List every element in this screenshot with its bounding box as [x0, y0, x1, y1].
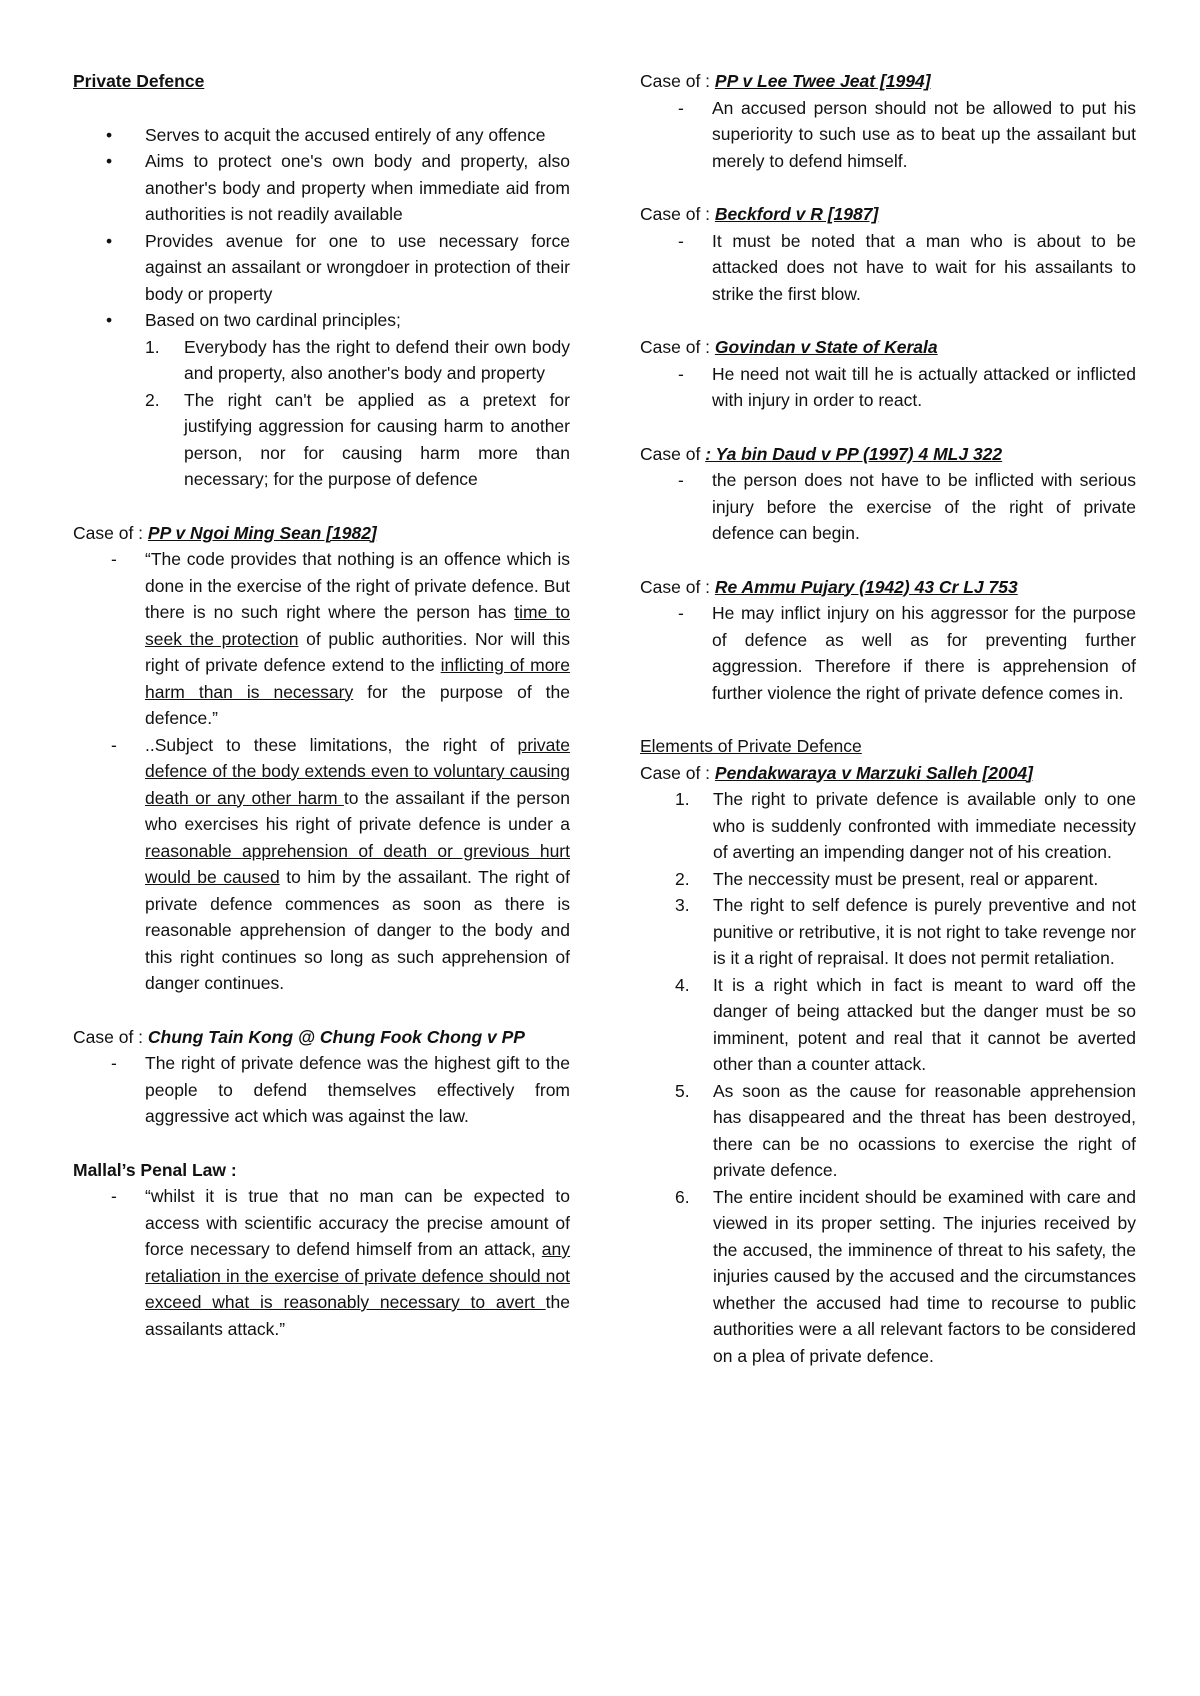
- case-point: - The right of private defence was the highest gift to the people to defend themselves effectively from aggressive act which was against the law.: [73, 1050, 570, 1130]
- item-number: 1.: [145, 336, 160, 357]
- text-run: of public authorities. Nor will this right of private defence extend to the: [145, 628, 571, 675]
- numbered-item: [640, 1184, 1136, 1370]
- case-heading: [73, 520, 570, 547]
- item-number: 3.: [675, 895, 690, 915]
- case-prefix: Case of :: [640, 762, 715, 783]
- mallal-points: [73, 1183, 570, 1342]
- case-points: [640, 361, 1136, 414]
- case-heading: [640, 334, 1136, 361]
- item-number: 6.: [675, 1186, 690, 1207]
- case-points: [73, 1050, 570, 1130]
- principles-bullet-list: [73, 122, 570, 493]
- case-prefix: Case of :: [73, 1026, 148, 1047]
- case-points: [640, 600, 1136, 706]
- case-heading: [640, 760, 1136, 787]
- numbered-item: [640, 786, 1136, 866]
- section-title: Private Defence: [73, 71, 205, 91]
- bullet-item: [73, 307, 570, 493]
- case-heading: [640, 68, 1136, 95]
- case-name: Govindan v State of Kerala: [714, 337, 938, 357]
- item-text: It is a right which in fact is meant to ward off the danger of being attacked but the danger must be so imminent, potent and real that it cannot be averted other than a counter attack.: [713, 974, 1136, 1074]
- item-number: 5.: [675, 1080, 690, 1101]
- text-run: to the assailant if the person who exercises his right of private defence is under a: [145, 787, 570, 834]
- text-run: ..Subject to these limitations, the right of: [145, 734, 518, 755]
- mallal-heading: Mallal’s Penal Law :: [73, 1159, 237, 1180]
- case-points: [640, 228, 1136, 308]
- item-text: The right can't be applied as a pretext for justifying aggression for causing harm to another person, nor for causing harm more than necessary; for the purpose of defence: [184, 389, 570, 489]
- item-text: The entire incident should be examined with care and viewed in its proper setting. The injuries received by the accused, the imminence of threat to his safety, the injuries caused by the accused and the circumstances whether the accused had time to recourse to public authorities were a all relevant factors to be considered on a plea of private defence.: [713, 1186, 1136, 1366]
- right-column: [640, 68, 1136, 1369]
- case-point: - He may inflict injury on his aggressor for the purpose of defence as well as for preventing further aggression. Therefore if there is apprehension of further violence the right of private defence comes in.: [640, 600, 1136, 706]
- case-point: [73, 732, 570, 997]
- underlined-text: private defence of the body extends even to voluntary causing death or any other harm: [145, 734, 570, 808]
- case-prefix: Case of :: [640, 337, 715, 357]
- case-name: Pendakwaraya v Marzuki Salleh [2004]: [714, 762, 1033, 783]
- case-prefix: Case of :: [73, 522, 148, 543]
- bullet-item: • Serves to acquit the accused entirely of any offence: [73, 122, 570, 149]
- quote-point: [73, 1183, 570, 1342]
- item-number: 2.: [675, 868, 690, 889]
- case-point: - the person does not have to be inflicted with serious injury before the exercise of the right of private defence can begin.: [640, 467, 1136, 547]
- elements-title: Elements of Private Defence: [640, 736, 862, 756]
- text-run: the assailants attack.”: [145, 1292, 570, 1339]
- underlined-text: inflicting of more harm than is necessary: [145, 655, 570, 702]
- underlined-text: time to seek the protection: [145, 602, 570, 649]
- underlined-text: reasonable apprehension of death or grevious hurt would be caused: [145, 840, 570, 887]
- case-name: PP v Lee Twee Jeat [1994]: [714, 71, 931, 91]
- text-run: to him by the assailant. The right of private defence commences as soon as there is reasonable apprehension of danger to the body and this right continues so long as such apprehension of danger continues.: [145, 867, 570, 993]
- case-name: : Ya bin Daud v PP (1997) 4 MLJ 322: [705, 443, 1003, 464]
- item-text: The right to self defence is purely preventive and not punitive or retributive, it is not right to take revenge nor is it a right of repraisal. It does not permit retaliation.: [713, 895, 1136, 968]
- item-text: Everybody has the right to defend their own body and property, also another's body and property: [184, 336, 570, 383]
- elements-list: [640, 786, 1136, 1369]
- item-text: The neccessity must be present, real or apparent.: [713, 868, 1099, 889]
- bullet-text: Based on two cardinal principles;: [145, 310, 401, 330]
- case-prefix: Case of :: [640, 204, 715, 224]
- case-prefix: Case of: [640, 443, 706, 464]
- numbered-item: [640, 866, 1136, 893]
- text-run: for the purpose of the defence.”: [145, 681, 570, 728]
- item-number: 2.: [145, 389, 160, 410]
- case-points: [640, 467, 1136, 547]
- case-point: - He need not wait till he is actually attacked or inflicted with injury in order to react.: [640, 361, 1136, 414]
- item-text: As soon as the cause for reasonable apprehension has disappeared and the threat has been destroyed, there can be no ocassions to exercise the right of private defence.: [713, 1080, 1136, 1180]
- bullet-item: • Aims to protect one's own body and property, also another's body and property when immediate aid from authorities is not readily available: [73, 148, 570, 228]
- text-run: “The code provides that nothing is an offence which is done in the exercise of the right of private defence. But there is no such right where the person has: [145, 549, 570, 622]
- numbered-item: [640, 892, 1136, 972]
- item-number: 1.: [675, 789, 690, 809]
- case-prefix: Case of :: [640, 71, 715, 91]
- text-run: “whilst it is true that no man can be expected to access with scientific accuracy the precise amount of force necessary to defend himself from an attack,: [145, 1186, 570, 1259]
- numbered-item: [640, 972, 1136, 1078]
- numbered-item: [145, 387, 570, 493]
- left-column: [73, 68, 570, 1342]
- case-points: [73, 546, 570, 997]
- case-point: - It must be noted that a man who is about to be attacked does not have to wait for his assailants to strike the first blow.: [640, 228, 1136, 308]
- case-name: Re Ammu Pujary (1942) 43 Cr LJ 753: [714, 576, 1018, 597]
- case-points: [640, 95, 1136, 175]
- cardinal-principles-list: [145, 334, 570, 493]
- case-heading: [73, 1024, 570, 1051]
- case-name: PP v Ngoi Ming Sean [1982]: [147, 522, 377, 543]
- underlined-text: any retaliation in the exercise of private defence should not exceed what is reasonably necessary to avert: [145, 1239, 570, 1312]
- case-point: [73, 546, 570, 732]
- case-prefix: Case of :: [640, 576, 715, 597]
- case-point: - An accused person should not be allowed to put his superiority to such use as to beat up the assailant but merely to defend himself.: [640, 95, 1136, 175]
- item-number: 4.: [675, 974, 690, 995]
- case-name: Beckford v R [1987]: [714, 204, 879, 224]
- case-heading: [640, 441, 1136, 468]
- numbered-item: [145, 334, 570, 387]
- bullet-item: • Provides avenue for one to use necessary force against an assailant or wrongdoer in protection of their body or property: [73, 228, 570, 308]
- numbered-item: [640, 1078, 1136, 1184]
- item-text: The right to private defence is available only to one who is suddenly confronted with immediate necessity of averting an impending danger not of his creation.: [713, 789, 1136, 862]
- case-heading: [640, 201, 1136, 228]
- case-heading: [640, 574, 1136, 601]
- case-name: Chung Tain Kong @ Chung Fook Chong v PP: [147, 1026, 525, 1047]
